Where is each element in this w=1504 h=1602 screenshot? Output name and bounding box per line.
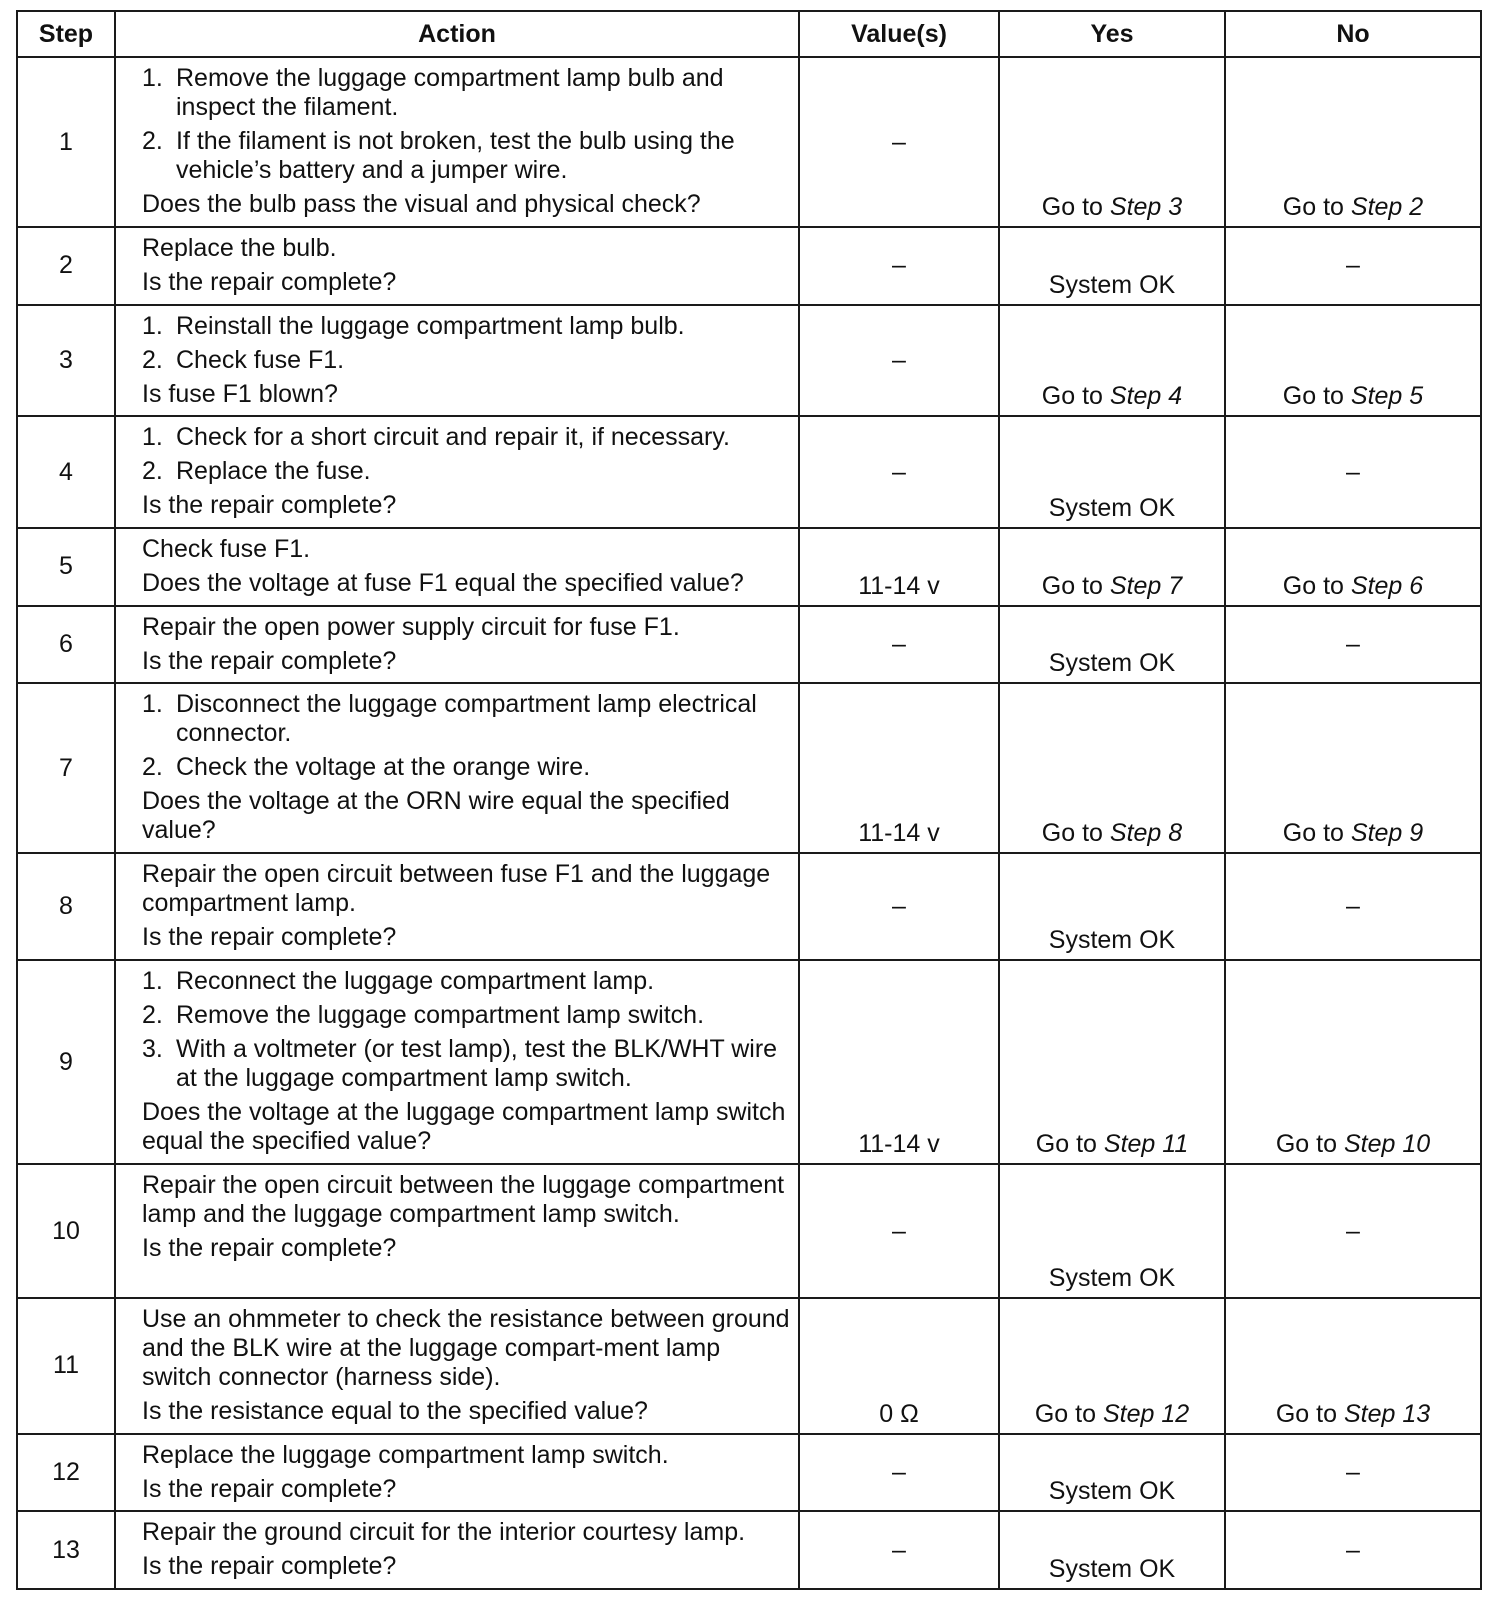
value-cell: 11-14 v: [799, 960, 999, 1164]
yes-cell: [999, 416, 1225, 528]
goto-prefix: Go to: [1035, 1130, 1097, 1159]
table-row: [17, 1298, 1481, 1434]
goto-step-ref: Step 12: [1102, 1399, 1190, 1428]
goto-prefix: Go to: [1282, 571, 1344, 600]
step-number: 2: [17, 227, 115, 305]
yes-cell: [999, 1298, 1225, 1434]
goto-step-ref: Step 5: [1350, 382, 1424, 411]
action-cell: [115, 853, 799, 960]
action-text: Replace the bulb.: [142, 234, 337, 263]
goto-step-yes: [1042, 572, 1182, 600]
goto-step-ref: Step 11: [1103, 1130, 1189, 1159]
action-question: Is fuse F1 blown?: [142, 379, 338, 408]
action-cell: [115, 1511, 799, 1589]
action-step-item: [142, 690, 790, 748]
value-cell: –: [799, 1164, 999, 1298]
header-step: Step: [17, 11, 115, 57]
table-row: [17, 1434, 1481, 1512]
goto-step-no: [1276, 1400, 1430, 1428]
system-ok-text: System OK: [1048, 1477, 1176, 1506]
goto-prefix: Go to: [1282, 193, 1344, 222]
action-question: Does the voltage at fuse F1 equal the specified value?: [142, 569, 744, 598]
goto-step-ref: Step 3: [1109, 193, 1183, 222]
goto-prefix: Go to: [1041, 819, 1103, 848]
yes-cell: [999, 528, 1225, 606]
action-text: Check fuse F1.: [142, 535, 311, 564]
goto-step-ref: Step 8: [1109, 819, 1183, 848]
action-question: Does the bulb pass the visual and physical check?: [142, 190, 701, 218]
header-no: No: [1225, 11, 1481, 57]
item-text: If the filament is not broken, test the bulb using the vehicle’s battery and a jumper wire.: [176, 127, 735, 184]
no-action-dash: –: [1346, 1535, 1360, 1564]
step-number: 4: [17, 416, 115, 528]
no-cell: [1225, 606, 1481, 684]
action-cell: [115, 227, 799, 305]
action-step-item: [142, 423, 790, 452]
header-yes: Yes: [999, 11, 1225, 57]
goto-step-no: [1283, 382, 1423, 410]
header-row: [17, 11, 1481, 57]
table-row: [17, 305, 1481, 417]
action-text: Repair the open power supply circuit for fuse F1.: [142, 612, 680, 641]
action-step-item: [142, 127, 790, 185]
item-number: 1.: [142, 966, 163, 995]
action-step-item: [142, 312, 790, 341]
goto-step-no: [1283, 193, 1423, 221]
system-ok-text: System OK: [1048, 494, 1176, 523]
value-cell: –: [799, 1511, 999, 1589]
action-cell: [115, 1298, 799, 1434]
step-number: 12: [17, 1434, 115, 1512]
no-action-dash: –: [1346, 1458, 1360, 1487]
goto-prefix: Go to: [1275, 1130, 1337, 1159]
action-question: Is the repair complete?: [142, 1474, 397, 1503]
goto-step-no: [1276, 1130, 1430, 1158]
table-row: [17, 416, 1481, 528]
no-action-dash: –: [1346, 1216, 1360, 1245]
action-text: Repair the open circuit between the luggage compartment lamp and the luggage compartment lamp switch.: [142, 1171, 785, 1229]
action-question: Is the repair complete?: [142, 268, 397, 297]
item-number: 2.: [142, 345, 163, 374]
table-row: [17, 853, 1481, 960]
goto-step-yes: [1036, 1130, 1188, 1158]
goto-prefix: Go to: [1041, 571, 1103, 600]
action-question: Does the voltage at the luggage compartment lamp switch equal the specified value?: [142, 1097, 786, 1155]
system-ok-text: System OK: [1048, 925, 1176, 954]
action-cell: [115, 960, 799, 1164]
yes-cell: [999, 57, 1225, 227]
goto-step-ref: Step 2: [1350, 193, 1424, 222]
goto-step-ref: Step 6: [1350, 571, 1424, 600]
diagnostic-table: [16, 10, 1482, 1590]
yes-cell: [999, 1511, 1225, 1589]
goto-step-yes: [1035, 1400, 1189, 1428]
table-row: [17, 960, 1481, 1164]
item-number: 2.: [142, 127, 163, 155]
header-values: Value(s): [799, 11, 999, 57]
action-cell: [115, 1164, 799, 1298]
goto-step-ref: Step 10: [1343, 1130, 1431, 1159]
yes-cell: [999, 227, 1225, 305]
action-step-item: [142, 1001, 790, 1030]
action-text: Use an ohmmeter to check the resistance between ground and the BLK wire at the luggage compart-ment lamp switch connector (harness side).: [142, 1305, 790, 1392]
value-cell: 11-14 v: [799, 683, 999, 853]
value-cell: –: [799, 853, 999, 960]
header-action: Action: [115, 11, 799, 57]
item-number: 2.: [142, 753, 163, 782]
goto-step-ref: Step 7: [1109, 571, 1183, 600]
item-text: Check for a short circuit and repair it, if necessary.: [176, 423, 730, 452]
action-question: Is the repair complete?: [142, 646, 397, 675]
goto-prefix: Go to: [1282, 819, 1344, 848]
goto-step-ref: Step 13: [1343, 1399, 1431, 1428]
goto-prefix: Go to: [1041, 382, 1103, 411]
item-number: 1.: [142, 64, 163, 92]
step-number: 10: [17, 1164, 115, 1298]
no-action-dash: –: [1346, 251, 1360, 280]
no-cell: [1225, 227, 1481, 305]
action-cell: [115, 683, 799, 853]
yes-cell: [999, 683, 1225, 853]
goto-prefix: Go to: [1041, 193, 1103, 222]
goto-step-yes: [1042, 193, 1182, 221]
item-text: Replace the fuse.: [176, 457, 371, 486]
step-number: 5: [17, 528, 115, 606]
system-ok-text: System OK: [1048, 649, 1176, 678]
action-step-item: [142, 967, 790, 996]
action-cell: [115, 416, 799, 528]
action-cell: [115, 606, 799, 684]
item-text: Disconnect the luggage compartment lamp electrical connector.: [176, 690, 757, 748]
action-cell: [115, 57, 799, 227]
table-body: [17, 57, 1481, 1589]
no-cell: [1225, 528, 1481, 606]
action-question: Is the repair complete?: [142, 491, 397, 520]
goto-prefix: Go to: [1275, 1399, 1337, 1428]
item-number: 1.: [142, 423, 163, 452]
table-row: [17, 683, 1481, 853]
table-row: [17, 1164, 1481, 1298]
item-text: With a voltmeter (or test lamp), test the BLK/WHT wire at the luggage compartment lamp switch.: [176, 1034, 778, 1092]
action-question: Is the resistance equal to the specified value?: [142, 1397, 648, 1426]
item-text: Reinstall the luggage compartment lamp bulb.: [176, 311, 685, 340]
action-step-item: [142, 346, 790, 375]
yes-cell: [999, 1434, 1225, 1512]
goto-step-ref: Step 4: [1109, 382, 1183, 411]
step-number: 1: [17, 57, 115, 227]
no-cell: [1225, 57, 1481, 227]
yes-cell: [999, 960, 1225, 1164]
item-text: Check fuse F1.: [176, 345, 345, 374]
action-cell: [115, 528, 799, 606]
table-row: [17, 606, 1481, 684]
value-cell: –: [799, 416, 999, 528]
item-text: Remove the luggage compartment lamp bulb and inspect the filament.: [176, 64, 724, 121]
item-text: Reconnect the luggage compartment lamp.: [176, 966, 655, 995]
item-text: Remove the luggage compartment lamp switch.: [176, 1000, 705, 1029]
no-cell: [1225, 683, 1481, 853]
item-text: Check the voltage at the orange wire.: [176, 753, 591, 782]
item-number: 2.: [142, 457, 163, 486]
yes-cell: [999, 1164, 1225, 1298]
action-step-item: [142, 64, 790, 122]
yes-cell: [999, 305, 1225, 417]
step-number: 9: [17, 960, 115, 1164]
goto-step-ref: Step 9: [1350, 819, 1424, 848]
value-cell: –: [799, 1434, 999, 1512]
no-action-dash: –: [1346, 892, 1360, 920]
action-question: Is the repair complete?: [142, 1552, 397, 1581]
action-step-item: [142, 1035, 790, 1093]
goto-step-no: [1283, 572, 1423, 600]
value-cell: 0 Ω: [799, 1298, 999, 1434]
action-question: Is the repair complete?: [142, 1234, 397, 1263]
value-cell: 11-14 v: [799, 528, 999, 606]
action-step-item: [142, 457, 790, 486]
table-row: [17, 227, 1481, 305]
value-cell: –: [799, 606, 999, 684]
item-number: 1.: [142, 690, 163, 719]
action-text: Repair the ground circuit for the interior courtesy lamp.: [142, 1518, 746, 1547]
action-question: Does the voltage at the ORN wire equal the specified value?: [142, 787, 730, 845]
no-cell: [1225, 416, 1481, 528]
no-cell: [1225, 1434, 1481, 1512]
action-text: Replace the luggage compartment lamp switch.: [142, 1440, 669, 1469]
no-cell: [1225, 1511, 1481, 1589]
goto-step-yes: [1042, 382, 1182, 410]
item-number: 2.: [142, 1000, 163, 1029]
no-cell: [1225, 1164, 1481, 1298]
system-ok-text: System OK: [1048, 1264, 1176, 1293]
no-cell: [1225, 853, 1481, 960]
no-cell: [1225, 1298, 1481, 1434]
action-cell: [115, 305, 799, 417]
yes-cell: [999, 853, 1225, 960]
action-step-item: [142, 753, 790, 782]
yes-cell: [999, 606, 1225, 684]
action-question: Is the repair complete?: [142, 923, 397, 952]
no-cell: [1225, 960, 1481, 1164]
step-number: 13: [17, 1511, 115, 1589]
no-action-dash: –: [1346, 457, 1360, 486]
action-cell: [115, 1434, 799, 1512]
no-action-dash: –: [1346, 629, 1360, 658]
goto-prefix: Go to: [1282, 382, 1344, 411]
no-cell: [1225, 305, 1481, 417]
table-row: [17, 57, 1481, 227]
item-number: 3.: [142, 1034, 163, 1063]
system-ok-text: System OK: [1048, 1555, 1176, 1583]
item-number: 1.: [142, 311, 163, 340]
step-number: 11: [17, 1298, 115, 1434]
step-number: 6: [17, 606, 115, 684]
table-row: [17, 1511, 1481, 1589]
system-ok-text: System OK: [1048, 270, 1176, 299]
value-cell: –: [799, 227, 999, 305]
step-number: 7: [17, 683, 115, 853]
goto-step-no: [1283, 819, 1423, 847]
step-number: 3: [17, 305, 115, 417]
step-number: 8: [17, 853, 115, 960]
value-cell: –: [799, 57, 999, 227]
goto-step-yes: [1042, 819, 1182, 847]
table-row: [17, 528, 1481, 606]
goto-prefix: Go to: [1034, 1399, 1096, 1428]
value-cell: –: [799, 305, 999, 417]
action-text: Repair the open circuit between fuse F1 and the luggage compartment lamp.: [142, 860, 771, 918]
